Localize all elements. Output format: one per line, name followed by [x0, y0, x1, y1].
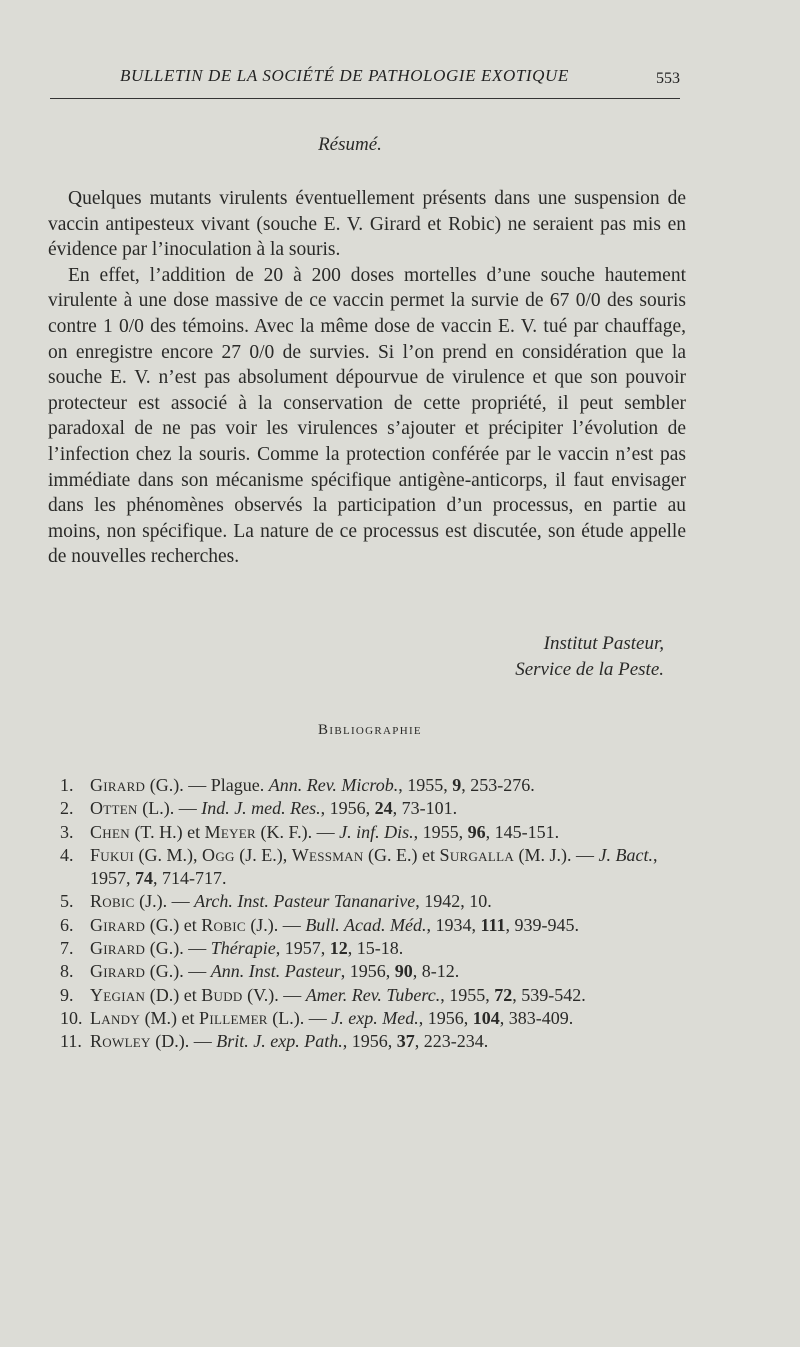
author: Girard	[90, 961, 146, 982]
volume: 12	[329, 938, 348, 959]
volume: 111	[480, 914, 506, 935]
ref-text: , 1956,	[342, 1031, 397, 1052]
ref-text: (G.) et	[145, 914, 202, 935]
ref-text: (J.). —	[134, 891, 195, 912]
resume-paragraph: En effet, l’addition de 20 à 200 doses mortelles d’une souche hautement virulente à une dose massive de ce vaccin permet la survie de 67 0/0 des souris contre 1 0/0 des témoins. Avec la même dose de vaccin E. V. tué par chauffage, on enregistre encore 27 0/0 de survies. Si l’on prend en considération que la souche E. V. n’est pas absolument dépourvue de virulence et que son pouvoir protecteur est associé à la conservation de cette propriété, il peut sembler paradoxal de ne pas voir les virulences s’ajouter et précipiter l’évolution de l’infection chez la souris. Comme la protection conférée par le vaccin n’est pas immédiate dans son mécanisme spécifique antigène-anticorps, il faut envisager dans les phénomènes observés la participation d’un processus, en partie au moins, non spécifique. La nature de ce processus est discutée, son étude appelle de nouvelles recherches.	[48, 264, 686, 568]
reference-text	[90, 1007, 680, 1030]
author: Ogg	[202, 844, 235, 865]
ref-text: (G.). — Plague.	[145, 775, 269, 795]
author: Girard	[90, 914, 146, 935]
volume: 96	[467, 821, 486, 842]
author: Girard	[90, 775, 146, 795]
signature-service: Service de la Peste.	[515, 659, 664, 680]
reference-text	[90, 914, 680, 937]
reference-number: 6.	[60, 914, 74, 935]
author: Pillemer	[199, 1007, 268, 1028]
journal-name: J. exp. Med.	[331, 1007, 419, 1028]
reference-item	[60, 1007, 680, 1030]
journal-title: BULLETIN DE LA SOCIÉTÉ DE PATHOLOGIE EXOTIQUE	[120, 66, 569, 85]
reference-number: 3.	[60, 821, 74, 842]
ref-text: (G. E.) et	[363, 844, 440, 865]
ref-text: , 73-101.	[392, 798, 458, 819]
reference-text	[90, 844, 680, 891]
author: Surgalla	[439, 844, 515, 865]
ref-text: , 1957,	[90, 844, 658, 889]
ref-text: (M. J.). —	[514, 844, 599, 865]
ref-text: , 1956,	[340, 961, 395, 982]
reference-item	[60, 844, 680, 891]
reference-item	[60, 774, 680, 797]
ref-text: (G. M.),	[134, 844, 203, 865]
reference-item	[60, 914, 680, 937]
ref-text: (K. F.). —	[256, 821, 340, 842]
ref-text: (L.). —	[267, 1007, 332, 1028]
volume: 90	[394, 961, 413, 982]
reference-number: 7.	[60, 938, 74, 959]
ref-text: , 253-276.	[461, 775, 535, 795]
ref-text: (D.) et	[145, 984, 202, 1005]
ref-text: , 145-151.	[485, 821, 560, 842]
reference-number: 8.	[60, 961, 74, 982]
volume: 37	[396, 1031, 415, 1052]
signature-institution: Institut Pasteur,	[543, 633, 664, 654]
reference-item	[60, 937, 680, 960]
ref-text: (M.) et	[140, 1007, 200, 1028]
reference-item	[60, 984, 680, 1007]
reference-text	[90, 1030, 680, 1053]
author: Landy	[90, 1007, 141, 1028]
volume: 74	[135, 868, 153, 889]
author: Budd	[201, 984, 243, 1005]
ref-text: (G.). —	[145, 938, 211, 959]
resume-body	[48, 186, 686, 570]
author: Meyer	[204, 821, 257, 842]
reference-number: 4.	[60, 844, 74, 865]
reference-item	[60, 890, 680, 913]
ref-text: , 1955,	[440, 984, 495, 1005]
ref-text: (G.). —	[145, 961, 211, 982]
reference-item	[60, 821, 680, 844]
author: Chen	[90, 821, 130, 842]
ref-text: , 1955,	[413, 821, 468, 842]
ref-text: (D.). —	[150, 1031, 217, 1052]
author: Otten	[90, 798, 138, 819]
reference-list	[60, 774, 680, 1054]
reference-text	[90, 937, 680, 960]
reference-text	[90, 797, 680, 820]
reference-text	[90, 821, 680, 844]
journal-name: Ind. J. med. Res.	[201, 798, 321, 819]
reference-item	[60, 960, 680, 983]
journal-name: Ann. Inst. Pasteur	[210, 961, 341, 982]
ref-text: , 223-234.	[414, 1031, 489, 1052]
author: Fukui	[90, 844, 135, 865]
running-header	[50, 62, 680, 99]
reference-number: 9.	[60, 984, 74, 1005]
journal-name: Amer. Rev. Tuberc.	[305, 984, 441, 1005]
reference-number: 1.	[60, 775, 74, 795]
author: Robic	[201, 914, 246, 935]
ref-text: , 1956,	[320, 798, 375, 819]
ref-text: (J.). —	[245, 914, 306, 935]
resume-heading: Résumé.	[318, 134, 382, 155]
reference-text	[90, 890, 680, 913]
reference-number: 5.	[60, 891, 74, 912]
author: Rowley	[90, 1031, 151, 1052]
ref-text: , 714-717.	[153, 868, 227, 889]
ref-text: , 383-409.	[499, 1007, 574, 1028]
resume-paragraph: Quelques mutants virulents éventuellement présents dans une suspension de vaccin antipesteux vivant (souche E. V. Girard et Robic) ne seraient pas mis en évidence par l’inoculation à la souris.	[48, 188, 686, 261]
volume: 24	[374, 798, 393, 819]
ref-text: (V.). —	[242, 984, 306, 1005]
reference-item	[60, 1030, 680, 1053]
page-number: 553	[656, 70, 680, 87]
journal-name: Brit. J. exp. Path.	[216, 1031, 343, 1052]
ref-text: , 1955,	[398, 775, 453, 795]
reference-text	[90, 774, 680, 797]
reference-number: 11.	[60, 1031, 82, 1052]
journal-name: J. inf. Dis.	[339, 821, 414, 842]
ref-text: , 1934,	[426, 914, 481, 935]
ref-text: , 1957,	[275, 938, 330, 959]
ref-text: (J. E.),	[234, 844, 292, 865]
ref-text: (L.). —	[137, 798, 202, 819]
journal-name: J. Bact.	[598, 844, 654, 865]
journal-name: Bull. Acad. Méd.	[305, 914, 427, 935]
ref-text: , 15-18.	[347, 938, 404, 959]
journal-name: Thérapie	[210, 938, 276, 959]
ref-text: , 939-945.	[505, 914, 579, 935]
volume: 104	[472, 1007, 500, 1028]
reference-item	[60, 797, 680, 820]
ref-text: , 1956,	[418, 1007, 473, 1028]
journal-name: Ann. Rev. Microb.	[268, 775, 399, 795]
ref-text: , 1942, 10.	[415, 891, 492, 912]
author: Yegian	[90, 984, 146, 1005]
author: Robic	[90, 891, 135, 912]
bibliography-heading: Bibliographie	[318, 722, 422, 738]
reference-number: 2.	[60, 798, 74, 819]
reference-text	[90, 960, 680, 983]
volume: 9	[452, 775, 462, 795]
ref-text: , 8-12.	[412, 961, 460, 982]
reference-text	[90, 984, 680, 1007]
ref-text: (T. H.) et	[129, 821, 205, 842]
signature	[515, 631, 664, 683]
author: Wessman	[291, 844, 364, 865]
ref-text: , 539-542.	[512, 984, 586, 1005]
reference-number: 10.	[60, 1007, 83, 1028]
author: Girard	[90, 938, 146, 959]
volume: 72	[494, 984, 513, 1005]
journal-name: Arch. Inst. Pasteur Tananarive	[194, 891, 416, 912]
